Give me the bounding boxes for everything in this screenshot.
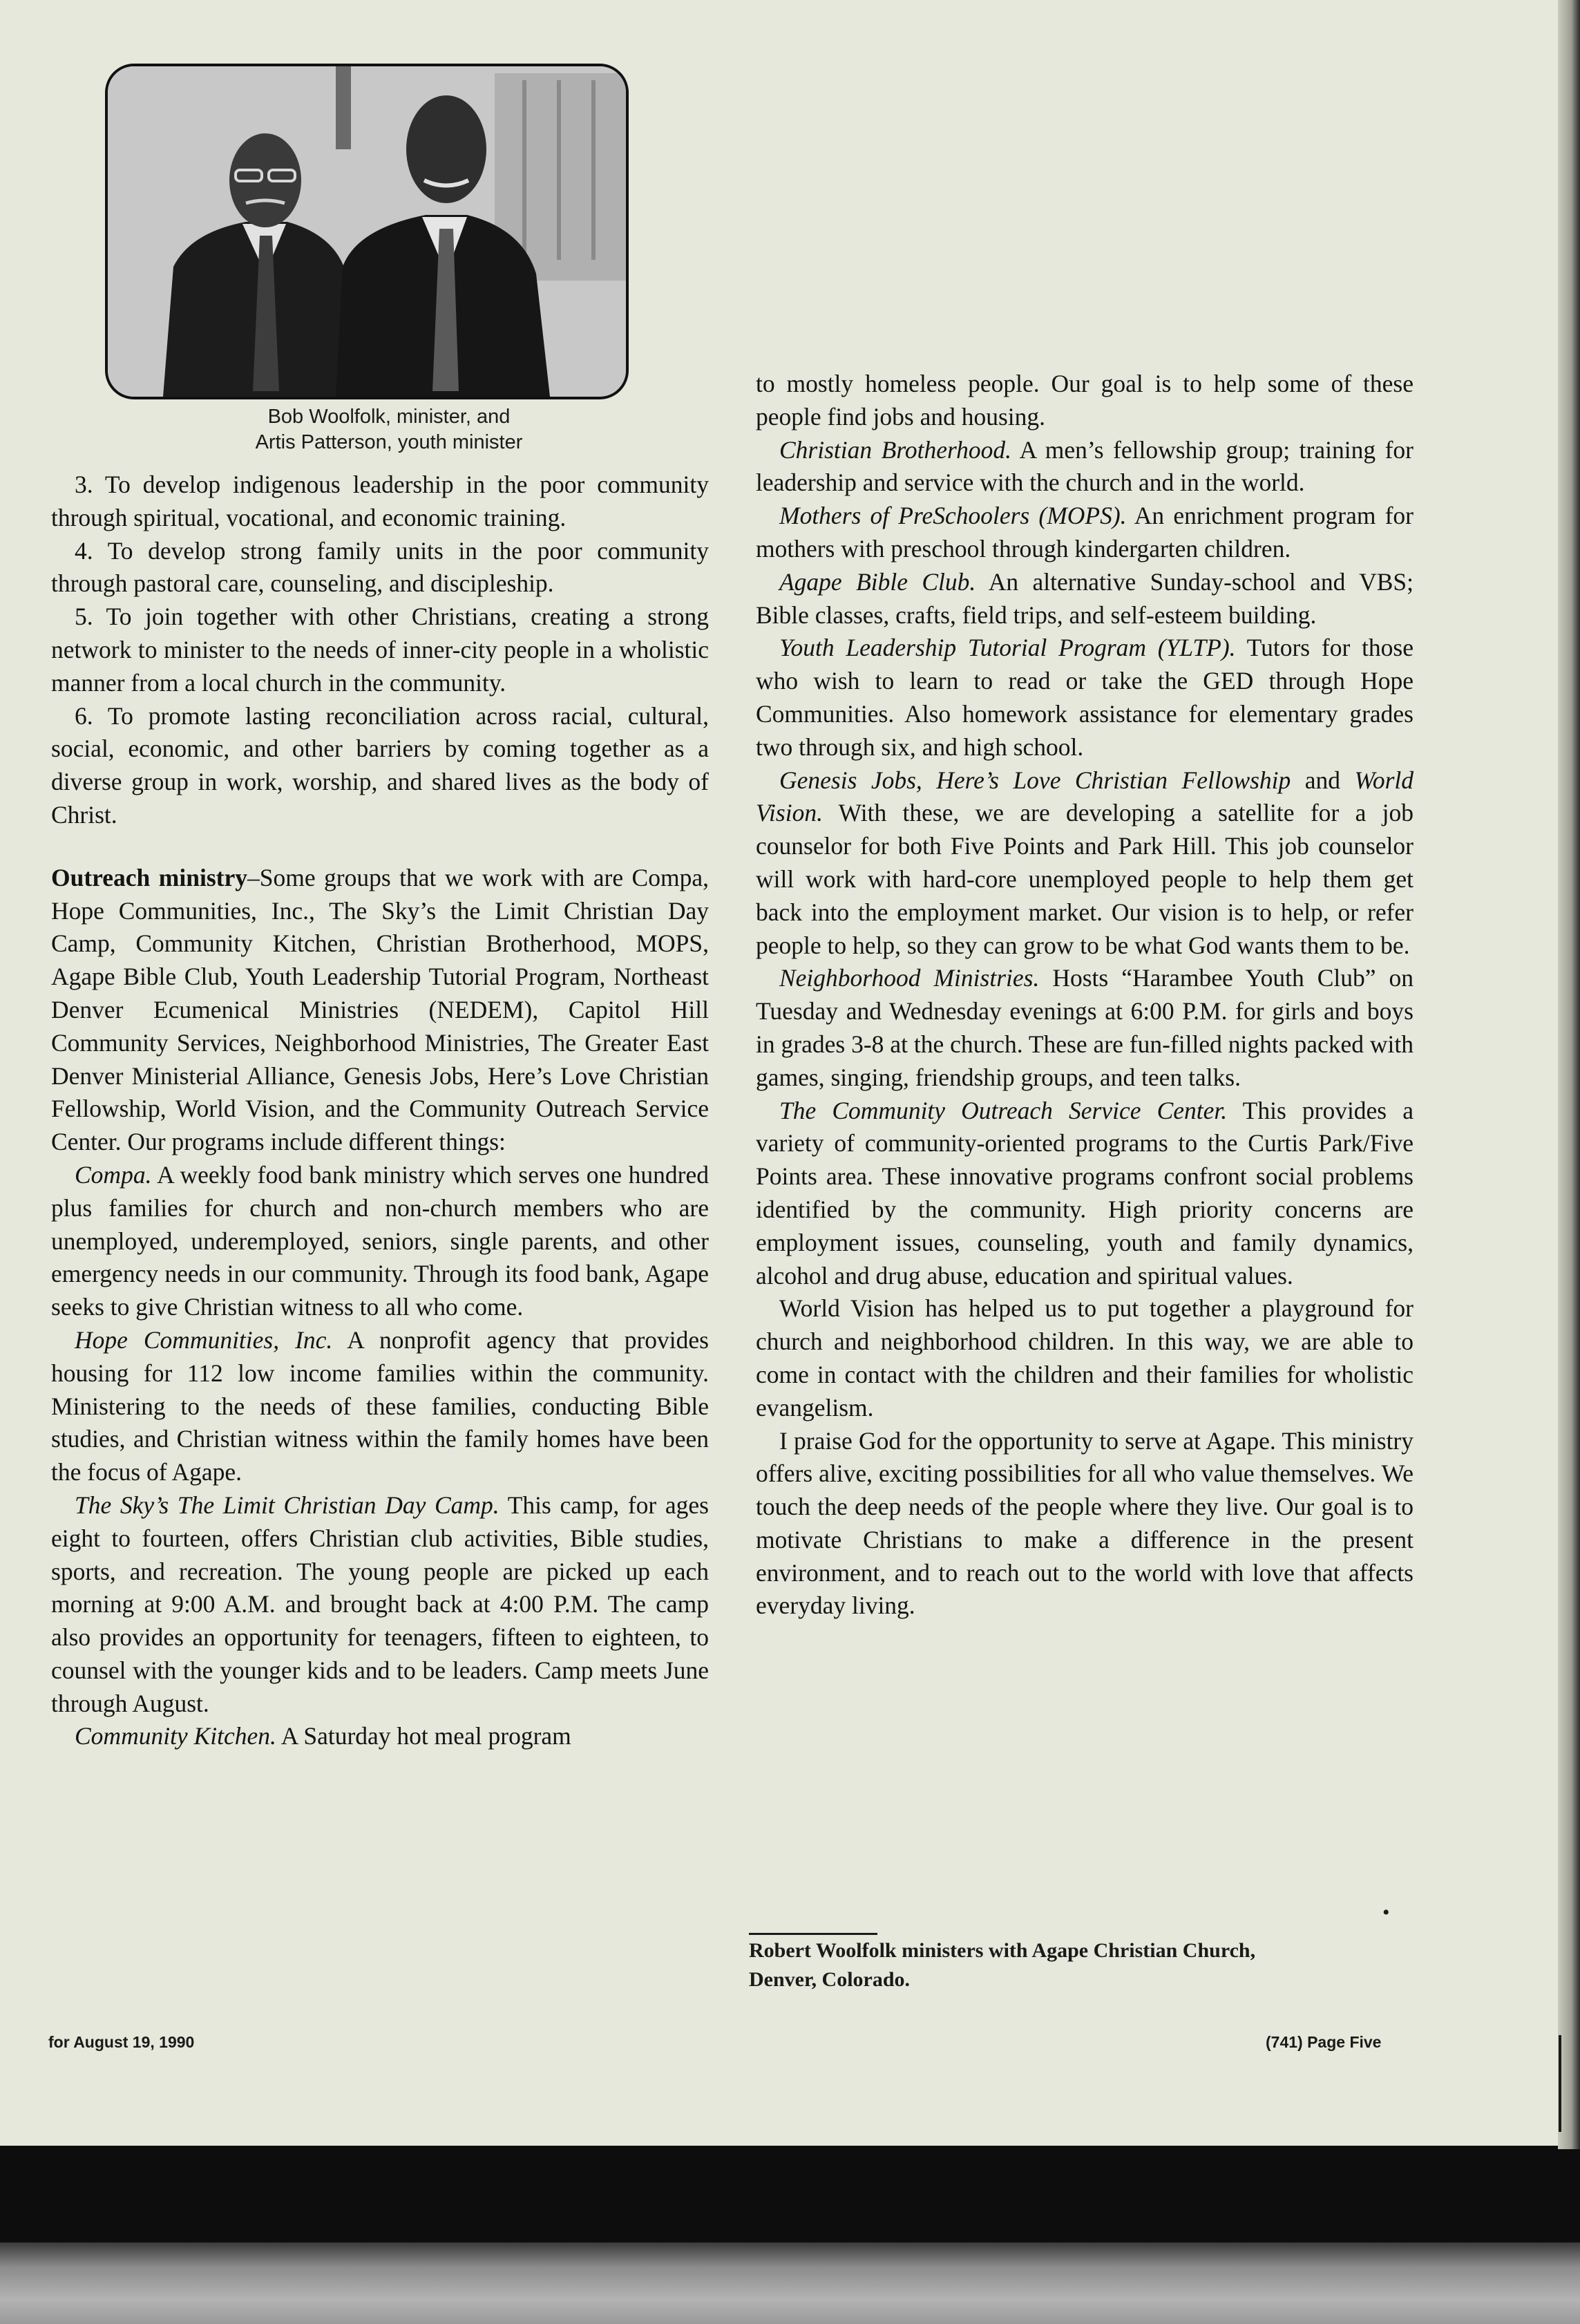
cosc-paragraph bbox=[756, 1095, 1414, 1293]
goal-3: 3. To develop indigenous leadership in the poor community through spiritual, vocational, and economic training. bbox=[51, 471, 709, 531]
program-text: Hosts “Harambee Youth Club” on Tuesday and Wednesday evenings at 6:00 P.M. for girls and boys in grades 3-8 at the church. These are fun-filled nights packed with games, singing, friendship groups, and teen talks. bbox=[756, 964, 1414, 1091]
scan-background bbox=[0, 2242, 1580, 2324]
author-byline bbox=[749, 1936, 1412, 1994]
brotherhood-paragraph bbox=[756, 434, 1414, 500]
bible-club-paragraph bbox=[756, 566, 1414, 632]
program-name: Hope Communities, Inc. bbox=[75, 1325, 333, 1354]
kitchen-continued: to mostly homeless people. Our goal is to help some of these people find jobs and housing. bbox=[756, 370, 1414, 431]
program-name: Genesis Jobs, Here’s Love Christian Fellowship bbox=[779, 766, 1291, 794]
program-name: World Vision. bbox=[756, 766, 1414, 827]
goal-6: 6. To promote lasting reconciliation across racial, cultural, social, economic, and other barriers by coming together as a diverse group in work, worship, and shared lives as the body of Christ. bbox=[51, 701, 709, 829]
footer-date: for August 19, 1990 bbox=[48, 2033, 195, 2051]
neighborhood-paragraph bbox=[756, 962, 1414, 1094]
photo-caption bbox=[188, 404, 590, 455]
page-edge bbox=[1558, 0, 1580, 2149]
kitchen-paragraph bbox=[51, 1720, 709, 1753]
program-text: An enrichment program for mothers with preschool through kindergarten children. bbox=[756, 502, 1414, 563]
byline-rule bbox=[749, 1933, 877, 1935]
goal-5: 5. To join together with other Christians, creating a strong network to minister to the needs of inner-city people in a wholistic manner from a local church in the community. bbox=[51, 603, 709, 697]
program-name: Compa. bbox=[75, 1160, 152, 1189]
program-conjunction: and bbox=[1291, 766, 1355, 794]
paragraph-gap bbox=[51, 832, 709, 862]
byline-line: Robert Woolfolk ministers with Agape Christian Church, bbox=[749, 1939, 1256, 1962]
sky-paragraph bbox=[51, 1489, 709, 1721]
program-text: This camp, for ages eight to fourteen, offers Christian club activities, Bible studies, sports, and recreation. The young people are picked up each morning at 9:00 A.M. and brought back at 4:00 P.M. The camp also provides an opportunity for teenagers, fifteen to eighteen, to counsel with the younger kids and to be leaders. Camp meets June through August. bbox=[51, 1491, 709, 1717]
photo-illustration bbox=[108, 66, 626, 397]
program-name: Mothers of PreSchoolers (MOPS). bbox=[779, 502, 1127, 530]
caption-line: Artis Patterson, youth minister bbox=[255, 431, 523, 453]
program-text: With these, we are developing a satellite for a job counselor for both Five Points and Park Hill. This job counselor will work with hard-core unemployed people to help them get back into the employment market. Our vision is to help, or refer people to help, so they can grow to be what God wants them to be. bbox=[756, 799, 1414, 959]
margin-mark bbox=[1559, 2035, 1561, 2132]
outreach-heading: Outreach ministry bbox=[51, 863, 247, 891]
program-text: A weekly food bank ministry which serves one hundred plus families for church and non-church members who are unemployed, underemployed, seniors, single parents, and other emergency needs in our community. Through its food bank, Agape seeks to give Christian witness to all who come. bbox=[51, 1160, 709, 1321]
program-name: Youth Leadership Tutorial Program (YLTP). bbox=[779, 634, 1236, 662]
program-name: Neighborhood Ministries. bbox=[779, 964, 1040, 992]
program-text: An alternative Sunday-school and VBS; Bible classes, crafts, field trips, and self-esteem building. bbox=[756, 567, 1414, 629]
right-column bbox=[756, 368, 1414, 1623]
program-name: The Community Outreach Service Center. bbox=[779, 1096, 1228, 1124]
yltp-paragraph bbox=[756, 632, 1414, 764]
program-name: The Sky’s The Limit Christian Day Camp. bbox=[75, 1491, 499, 1519]
program-name: Community Kitchen. bbox=[75, 1722, 276, 1750]
program-name: Agape Bible Club. bbox=[779, 567, 976, 596]
program-text: A men’s fellowship group; training for leadership and service with the church and in the world. bbox=[756, 435, 1414, 497]
goal-4: 4. To develop strong family units in the poor community through pastoral care, counseling, and discipleship. bbox=[51, 536, 709, 598]
show-through-title bbox=[656, 200, 1416, 311]
program-text: This provides a variety of community-oriented programs to the Curtis Park/Five Points area. These innovative programs confront social problems identified by the community. High priority concerns are employment issues, counseling, youth and family dynamics, alcohol and drug abuse, education and spiritual values. bbox=[756, 1096, 1414, 1289]
world-vision-paragraph: World Vision has helped us to put together a playground for church and neighborhood children. In this way, we are able to come in contact with the children and their families for wholistic evangelism. bbox=[756, 1294, 1414, 1421]
photo bbox=[105, 64, 629, 399]
caption-line: Bob Woolfolk, minister, and bbox=[267, 406, 511, 428]
byline-line: Denver, Colorado. bbox=[749, 1968, 911, 1991]
compa-paragraph bbox=[51, 1159, 709, 1324]
outreach-text: –Some groups that we work with are Compa, Hope Communities, Inc., The Sky’s the Limit Christian Day Camp, Community Kitchen, Christian Brotherhood, MOPS, Agape Bible Club, Youth Leadership Tutorial Program, Northeast Denver Ecumenical Ministries (NEDEM), Capitol Hill Community Services, Neighborhood Ministries, The Greater East Denver Ministerial Alliance, Genesis Jobs, Here’s Love Christian Fellowship, World Vision, and the Community Outreach Service Center. Our programs include different things: bbox=[51, 863, 709, 1156]
left-column bbox=[51, 469, 709, 1753]
footer-page-number: (741) Page Five bbox=[1266, 2033, 1382, 2051]
hope-paragraph bbox=[51, 1324, 709, 1489]
outreach-paragraph bbox=[51, 862, 709, 1159]
mops-paragraph bbox=[756, 500, 1414, 566]
program-text: Tutors for those who wish to learn to read or take the GED through Hope Communities. Also homework assistance for elementary grades two through six, and high school. bbox=[756, 634, 1414, 761]
end-mark: • bbox=[1382, 1901, 1390, 1924]
program-text: A nonprofit agency that provides housing for 112 low income families within the community. Ministering to the needs of these families, conducting Bible studies, and Christian witness within the family homes have been the focus of Agape. bbox=[51, 1325, 709, 1486]
closing-paragraph: I praise God for the opportunity to serve at Agape. This ministry offers alive, exciting possibilities for all who value themselves. We touch the deep needs of the people where they live. Our goal is to motivate Christians to make a difference in the present environment, and to reach out to the world with love that affects everyday living. bbox=[756, 1426, 1414, 1620]
program-name: Christian Brotherhood. bbox=[779, 435, 1012, 464]
program-text: A Saturday hot meal program bbox=[276, 1722, 571, 1750]
genesis-paragraph bbox=[756, 764, 1414, 963]
